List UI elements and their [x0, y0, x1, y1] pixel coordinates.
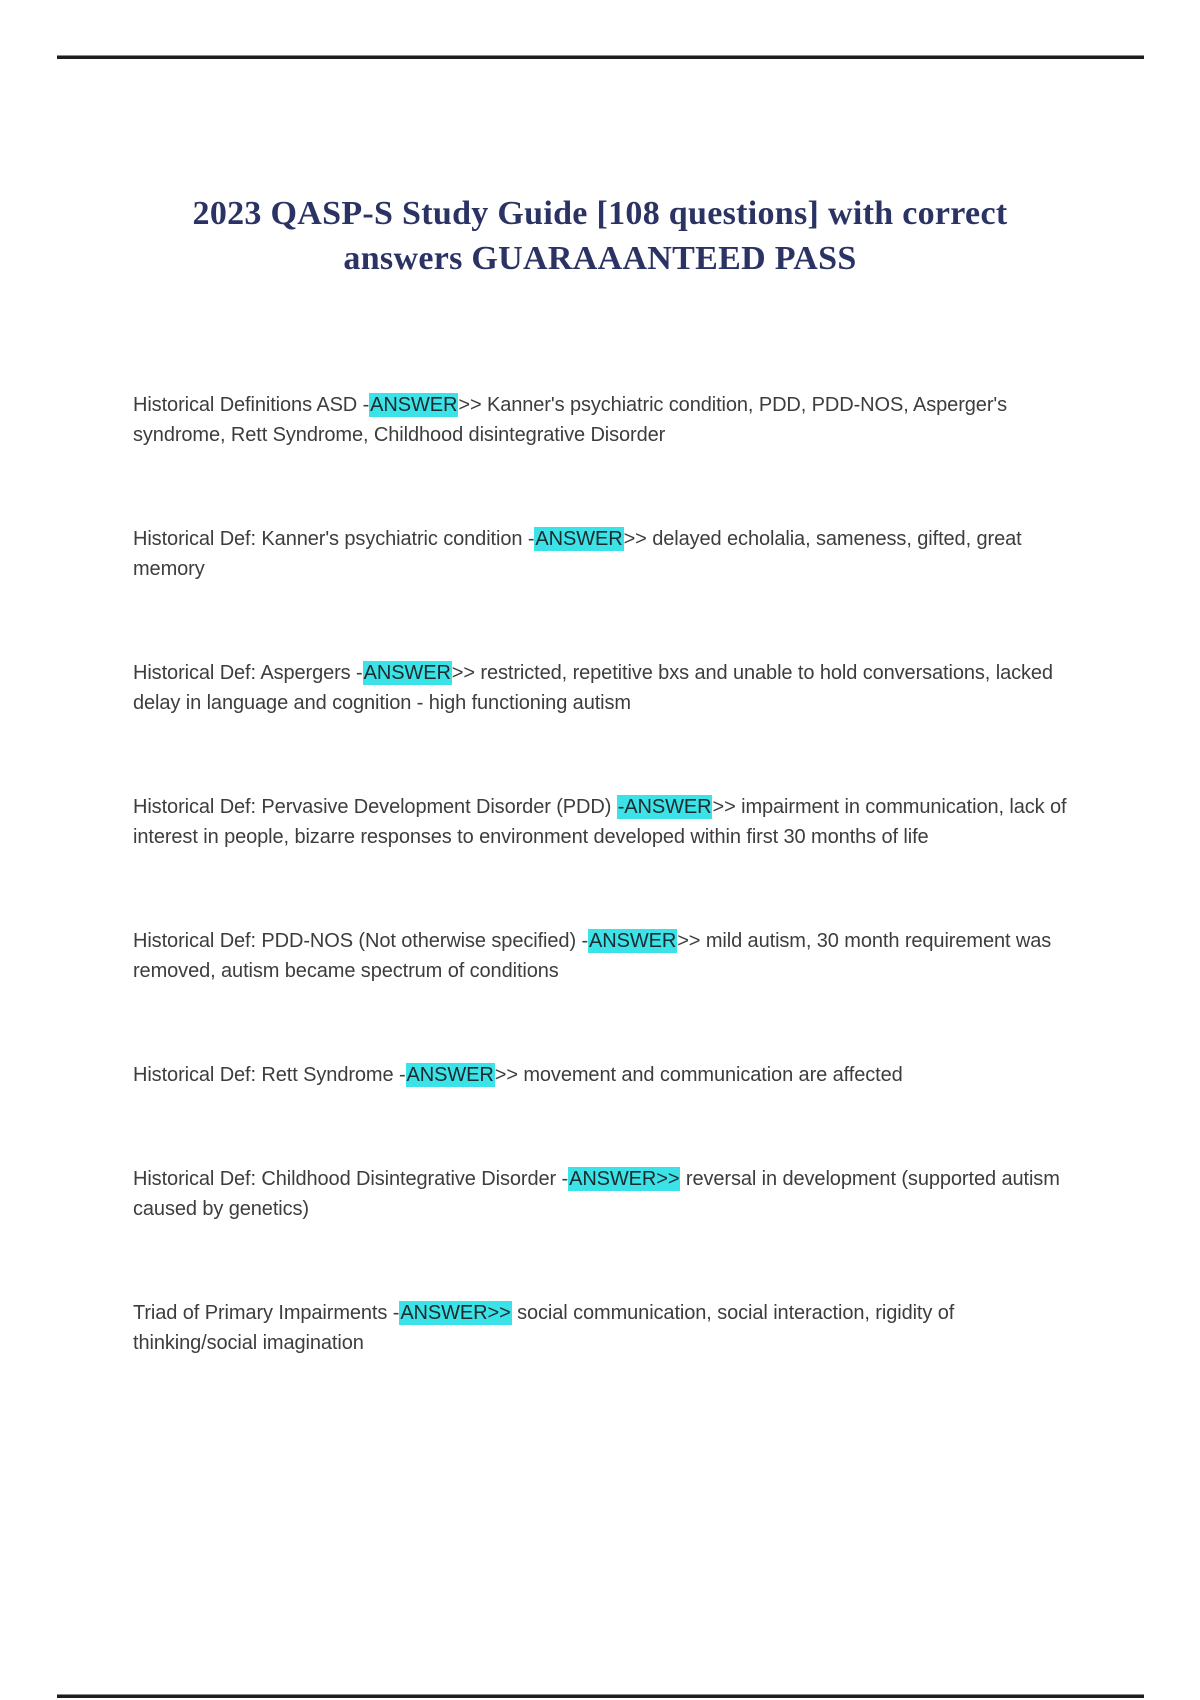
answer-text: >> movement and communication are affected [494, 1064, 903, 1086]
answer-marker-highlight: ANSWER [370, 394, 458, 416]
qa-list [133, 390, 1078, 1432]
qa-entry [133, 524, 1078, 584]
question-text: Historical Def: Rett Syndrome - [133, 1064, 406, 1086]
question-text: Historical Definitions ASD - [133, 394, 370, 416]
qa-entry [133, 1060, 1078, 1090]
answer-marker-highlight: ANSWER [363, 662, 451, 684]
qa-entry [133, 1164, 1078, 1224]
answer-text: social communication, social interaction, rigidity of thinking/social imagination [133, 1302, 955, 1354]
answer-marker-highlight: ANSWER>> [569, 1168, 680, 1190]
bottom-rule-divider [57, 1694, 1144, 1698]
answer-text: >> Kanner's psychiatric condition, PDD, PDD-NOS, Asperger's syndrome, Rett Syndrome, Childhood disintegrative Disorder [133, 394, 1007, 446]
qa-entry [133, 1298, 1078, 1358]
answer-text: >> delayed echolalia, sameness, gifted, great memory [133, 528, 1022, 580]
question-text: Historical Def: PDD-NOS (Not otherwise specified) - [133, 930, 589, 952]
answer-text: >> mild autism, 30 month requirement was removed, autism became spectrum of conditions [133, 930, 1052, 982]
answer-marker-highlight: ANSWER [406, 1064, 494, 1086]
page-title-line1: 2023 QASP-S Study Guide [108 questions] with correct [192, 195, 1008, 232]
question-text: Triad of Primary Impairments - [133, 1302, 400, 1324]
qa-entry [133, 658, 1078, 718]
question-text: Historical Def: Pervasive Development Disorder (PDD) [133, 796, 617, 818]
question-text: Historical Def: Kanner's psychiatric condition - [133, 528, 535, 550]
answer-marker-highlight: ANSWER [535, 528, 623, 550]
answer-marker-highlight: -ANSWER [617, 796, 712, 818]
qa-entry [133, 792, 1078, 852]
qa-entry [133, 390, 1078, 450]
question-text: Historical Def: Aspergers - [133, 662, 363, 684]
answer-text: >> impairment in communication, lack of interest in people, bizarre responses to environment developed within first 30 months of life [133, 796, 1067, 848]
answer-text: reversal in development (supported autism caused by genetics) [133, 1168, 1060, 1220]
qa-entry [133, 926, 1078, 986]
answer-marker-highlight: ANSWER>> [400, 1302, 511, 1324]
question-text: Historical Def: Childhood Disintegrative Disorder - [133, 1168, 569, 1190]
answer-marker-highlight: ANSWER [589, 930, 677, 952]
top-rule-divider [57, 55, 1144, 59]
answer-text: >> restricted, repetitive bxs and unable to hold conversations, lacked delay in language and cognition - high functioning autism [133, 662, 1053, 714]
page-title-line2: answers GUARAAANTEED PASS [343, 240, 857, 277]
page-title [0, 191, 1200, 281]
